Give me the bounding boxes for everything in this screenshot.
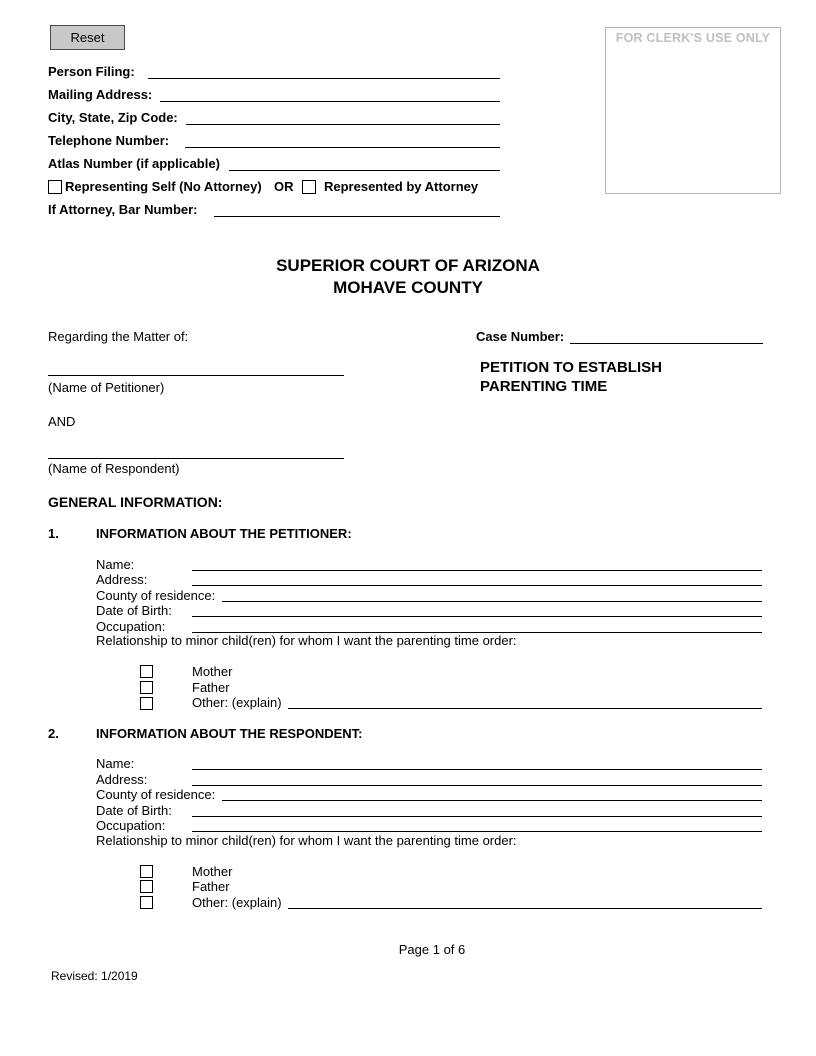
court-name: SUPERIOR COURT OF ARIZONA (276, 256, 540, 275)
respondent-father-checkbox[interactable] (140, 880, 153, 893)
page-number: Page 1 of 6 (398, 942, 466, 957)
and-label: AND (48, 414, 76, 429)
petitioner-name-field[interactable] (48, 375, 344, 376)
city-state-zip-label: City, State, Zip Code: (48, 110, 178, 125)
mailing-address-label: Mailing Address: (48, 87, 153, 102)
reset-button[interactable]: Reset (50, 25, 125, 50)
general-information-heading: GENERAL INFORMATION: (48, 494, 223, 510)
respondent-other-checkbox[interactable] (140, 896, 153, 909)
petitioner-father-checkbox[interactable] (140, 681, 153, 694)
petitioner-name-label: Name: (96, 557, 135, 572)
respondent-relationship-label: Relationship to minor child(ren) for whom I want the parenting time order: (96, 833, 517, 848)
represented-by-attorney-checkbox[interactable] (302, 180, 316, 194)
respondent-name-input[interactable] (192, 769, 762, 770)
petitioner-county-input[interactable] (222, 601, 762, 602)
name-of-respondent-label: (Name of Respondent) (48, 461, 180, 476)
respondent-county-input[interactable] (222, 800, 762, 801)
respondent-other-label: Other: (explain) (192, 895, 282, 910)
respondent-father-label: Father (192, 879, 230, 894)
petitioner-address-input[interactable] (192, 585, 762, 586)
respondent-other-explain-input[interactable] (288, 908, 762, 909)
clerk-use-label: FOR CLERK'S USE ONLY (615, 31, 771, 45)
petitioner-other-label: Other: (explain) (192, 695, 282, 710)
petitioner-dob-input[interactable] (192, 616, 762, 617)
respondent-name-field[interactable] (48, 458, 344, 459)
respondent-occupation-input[interactable] (192, 831, 762, 832)
respondent-mother-checkbox[interactable] (140, 865, 153, 878)
mailing-address-field[interactable] (160, 101, 500, 102)
section-1-title: INFORMATION ABOUT THE PETITIONER: (96, 526, 352, 541)
respondent-mother-label: Mother (192, 864, 233, 879)
telephone-label: Telephone Number: (48, 133, 170, 148)
petitioner-mother-label: Mother (192, 664, 233, 679)
revised-date: Revised: 1/2019 (51, 969, 138, 983)
atlas-number-field[interactable] (229, 170, 500, 171)
clerk-use-box (605, 27, 781, 194)
petitioner-other-checkbox[interactable] (140, 697, 153, 710)
case-number-label: Case Number: (476, 329, 565, 344)
document-title-line-2: PARENTING TIME (480, 378, 608, 395)
represented-by-attorney-label: Represented by Attorney (324, 179, 479, 194)
respondent-name-label: Name: (96, 756, 135, 771)
petitioner-occupation-label: Occupation: (96, 619, 166, 634)
petitioner-county-label: County of residence: (96, 588, 216, 603)
respondent-dob-label: Date of Birth: (96, 803, 172, 818)
respondent-occupation-label: Occupation: (96, 818, 166, 833)
representing-self-checkbox[interactable] (48, 180, 62, 194)
case-number-field[interactable] (570, 343, 763, 344)
bar-number-field[interactable] (214, 216, 500, 217)
person-filing-field[interactable] (148, 78, 500, 79)
atlas-number-label: Atlas Number (if applicable) (48, 156, 220, 171)
petitioner-dob-label: Date of Birth: (96, 603, 172, 618)
telephone-field[interactable] (185, 147, 500, 148)
or-label: OR (274, 179, 294, 194)
petitioner-mother-checkbox[interactable] (140, 665, 153, 678)
respondent-county-label: County of residence: (96, 787, 216, 802)
regarding-label: Regarding the Matter of: (48, 329, 189, 344)
respondent-dob-input[interactable] (192, 816, 762, 817)
bar-number-label: If Attorney, Bar Number: (48, 202, 198, 217)
section-2-number: 2. (48, 726, 59, 741)
petitioner-relationship-label: Relationship to minor child(ren) for whom I want the parenting time order: (96, 633, 517, 648)
city-state-zip-field[interactable] (186, 124, 500, 125)
section-2-title: INFORMATION ABOUT THE RESPONDENT: (96, 726, 363, 741)
person-filing-label: Person Filing: (48, 64, 135, 79)
document-title-line-1: PETITION TO ESTABLISH (480, 359, 662, 376)
county-name: MOHAVE COUNTY (333, 278, 483, 297)
petitioner-name-input[interactable] (192, 570, 762, 571)
petitioner-address-label: Address: (96, 572, 148, 587)
petitioner-father-label: Father (192, 680, 230, 695)
section-1-number: 1. (48, 526, 59, 541)
representing-self-label: Representing Self (No Attorney) (65, 179, 262, 194)
petitioner-other-explain-input[interactable] (288, 708, 762, 709)
respondent-address-input[interactable] (192, 785, 762, 786)
name-of-petitioner-label: (Name of Petitioner) (48, 380, 165, 395)
respondent-address-label: Address: (96, 772, 148, 787)
